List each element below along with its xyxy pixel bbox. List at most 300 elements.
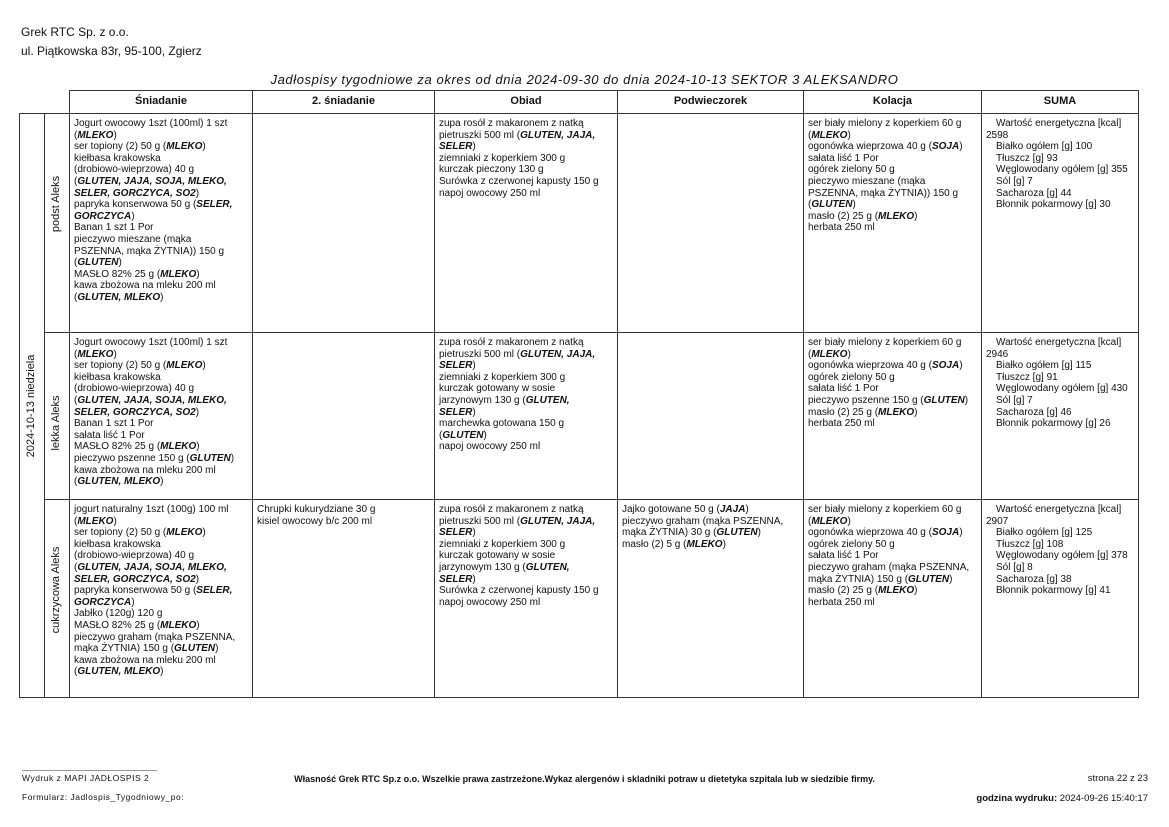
header-2-sniadanie: 2. śniadanie [253,91,435,114]
item-text: ( [74,129,78,141]
menu-line [439,118,613,130]
menu-line [439,550,613,562]
menu-line [439,130,613,142]
menu-line [439,337,613,349]
allergen-text: MLEKO [811,515,848,527]
menu-line [808,188,977,200]
item-text: Chrupki kukurydziane 30 g [257,504,376,515]
menu-line [74,608,248,620]
item-text: ) [202,141,206,153]
menu-line [808,130,977,142]
item-text: kiełbasa krakowska [74,371,161,383]
menu-line [808,407,977,419]
menu-line [74,211,248,223]
menu-line [808,141,977,153]
nutrition-line: Węglowodany ogółem [g] 355 [996,164,1128,176]
allergen-text: MLEKO [811,129,848,141]
item-text: jogurt naturalny 1szt (100g) 100 ml [74,504,229,515]
item-text: ) [196,441,200,453]
meal-cell-kolacja [804,114,982,333]
item-text: jarzynowym 130 g ( [439,561,526,573]
item-text: ( [74,666,78,678]
item-text: ) [949,573,953,585]
footer-print-time [976,793,1148,804]
item-text: ) [959,141,963,153]
diet-label: lekka Aleks [50,395,63,451]
menu-line [74,504,248,516]
allergen-text: SELER [439,141,473,153]
nutrition-line: Sól [g] 8 [996,561,1033,573]
company-name: Grek RTC Sp. z o.o. [21,25,129,39]
item-text: ) [202,360,206,372]
item-text: ser biały mielony z koperkiem 60 g [808,118,962,129]
menu-line [808,349,977,361]
item-text: pieczywo pszenne 150 g ( [808,394,924,406]
meal-cell-podwieczorek [618,114,804,333]
allergen-text: MLEKO [878,210,915,222]
menu-line [808,211,977,223]
menu-line [74,130,248,142]
menu-line [74,280,248,292]
item-text: zupa rosół z makaronem z natką [439,504,584,515]
item-text: kurczak pieczony 130 g [439,164,544,176]
menu-line [439,539,613,551]
item-text: ) [160,291,164,303]
diet-label: cukrzycowa Aleks [50,546,63,634]
menu-line [808,222,977,234]
item-text: napoj owocowy 250 ml [439,596,541,608]
menu-line [439,360,613,372]
menu-line [74,465,248,477]
item-text: napoj owocowy 250 ml [439,187,541,199]
nutrition-line: Wartość energetyczna [kcal] [996,337,1122,348]
item-text: herbata 250 ml [808,418,875,430]
item-text: kurczak gotowany w sosie [439,383,556,395]
menu-line [74,407,248,419]
menu-line [74,516,248,528]
menu-line [808,118,977,130]
menu-line [74,372,248,384]
item-text: Banan 1 szt 1 Por [74,418,154,430]
menu-line [74,574,248,586]
menu-line [439,176,613,188]
menu-line [74,562,248,574]
menu-line [439,597,613,609]
item-text: herbata 250 ml [808,222,875,234]
menu-line [808,516,977,528]
item-text: ) [745,504,749,515]
item-text: Surówka z czerwonej kapusty 150 g [439,585,599,597]
allergen-text: MLEKO [811,348,848,360]
menu-line [439,188,613,200]
menu-line [439,562,613,574]
menu-line [808,539,977,551]
nutrition-line: Białko ogółem [g] 100 [996,141,1093,153]
menu-line [74,118,248,130]
item-text: mąka ŻYTNIA) 30 g ( [622,527,717,539]
allergen-text: GLUTEN, [525,561,570,573]
allergen-text: MLEKO [160,268,197,280]
item-text: Surówka z czerwonej kapusty 150 g [439,175,599,187]
allergen-text: MLEKO [77,348,114,360]
item-text: ser topiony (2) 50 g ( [74,527,167,539]
item-text: ( [74,394,78,406]
menu-line [439,141,613,153]
menu-line [74,527,248,539]
item-text: kawa zbożowa na mleku 200 ml [74,464,216,476]
item-text: pieczywo mieszane (mąka [74,233,192,245]
item-text: mąka ŻYTNIA) 150 g ( [74,643,175,655]
menu-line [808,383,977,395]
menu-line [808,153,977,165]
allergen-text: MLEKO [166,141,203,153]
menu-line [257,504,430,516]
menu-line [74,234,248,246]
table-header-row [20,91,1139,114]
menu-line [74,597,248,609]
menu-line [439,164,613,176]
menu-line [439,153,613,165]
allergen-text: MLEKO [166,527,203,539]
allergen-text: GORCZYCA [74,210,132,222]
allergen-text: SELER [439,527,473,539]
allergen-text: GLUTEN [908,573,950,585]
item-text: ) [230,452,235,464]
allergen-text: JAJA [719,504,746,515]
item-text: ) [914,210,918,222]
nutrition-line: Sacharoza [g] 44 [996,187,1072,199]
item-text: ( [808,348,812,360]
item-text: pieczywo pszenne 150 g ( [74,452,190,464]
item-text: pietruszki 500 ml ( [439,515,521,527]
menu-line [74,188,248,200]
item-text: ) [196,619,200,631]
menu-line [74,453,248,465]
menu-line [74,199,248,211]
allergen-text: MLEKO [686,538,723,550]
menu-line [439,418,613,430]
menu-line [439,383,613,395]
nutrition-line: Błonnik pokarmowy [g] 26 [996,418,1111,430]
item-text: ) [472,406,476,418]
company-header [21,23,202,61]
item-text: masło (2) 25 g ( [808,406,879,418]
item-text: (drobiowo-wieprzowa) 40 g [74,550,195,562]
item-text: pietruszki 500 ml ( [439,348,521,360]
menu-line [439,574,613,586]
item-text: PSZENNA, mąka ŻYTNIA)) 150 g [74,245,225,257]
item-text: ) [959,360,963,372]
allergen-text: GLUTEN, MLEKO [77,666,161,678]
allergen-text: SOJA [931,360,960,372]
menu-line [74,666,248,678]
item-text: ( [439,429,443,441]
item-text: ( [74,175,78,187]
item-text: ogonówka wieprzowa 40 g ( [808,360,932,372]
item-text: ( [74,348,78,360]
menu-line [74,632,248,644]
footer-ownership-note: Własność Grek RTC Sp.z o.o. Wszelkie prawa zastrzeżone.Wykaz alergenów i skladniki potraw u dietetyka szpitala lub w siedzibie firmy. [294,774,875,784]
item-text: zupa rosół z makaronem z natką [439,337,584,348]
menu-line [808,395,977,407]
menu-line [74,337,248,349]
allergen-text: GLUTEN, JAJA, SOJA, MLEKO, [77,175,227,187]
menu-line [74,269,248,281]
nutrition-line: Wartość energetyczna [kcal] [996,504,1122,515]
item-text: marchewka gotowana 150 g [439,418,565,430]
meal-cell-obiad [435,114,618,333]
allergen-text: GLUTEN, JAJA, SOJA, MLEKO, [77,394,227,406]
meal-cell-sniadanie [70,333,253,500]
menu-line [808,164,977,176]
item-text: ) [847,129,851,141]
item-text: ) [195,573,200,585]
nutrition-line: Sacharoza [g] 46 [996,406,1072,418]
menu-line [74,257,248,269]
footer-form-name: Formularz: Jadlospis_Tygodniowy_po: [22,792,185,802]
company-address: ul. Piątkowska 83r, 95-100, Zgierz [21,44,202,58]
item-text: ziemniaki z koperkiem 300 g [439,538,566,550]
nutrition-line: Tłuszcz [g] 91 [996,371,1058,383]
allergen-text: GORCZYCA [74,596,132,608]
item-text: ser topiony (2) 50 g ( [74,360,167,372]
allergen-text: GLUTEN, JAJA, SOJA, MLEKO, [77,561,227,573]
header-kolacja: Kolacja [804,91,982,114]
item-text: pieczywo graham (mąka PSZENNA, [74,631,236,643]
day-cell [20,114,45,698]
menu-line [808,562,977,574]
menu-line [74,550,248,562]
item-text: ) [852,199,856,211]
diet-row [20,114,1139,333]
item-text: ) [113,348,117,360]
suma-cell [982,500,1139,698]
menu-line [74,164,248,176]
item-text: ) [964,394,969,406]
item-text: ( [808,129,812,141]
nutrition-line: Sól [g] 7 [996,394,1033,406]
item-text: ) [195,187,200,199]
menu-line [74,620,248,632]
menu-line [439,504,613,516]
menu-line [74,246,248,258]
item-text: ) [959,527,963,539]
item-text: ser topiony (2) 50 g ( [74,141,167,153]
item-text: sałata liść 1 Por [808,152,879,164]
item-text: ) [113,129,117,141]
item-text: MASŁO 82% 25 g ( [74,441,161,453]
menu-line [439,430,613,442]
allergen-text: SELER [439,573,473,585]
allergen-text: SOJA [931,527,960,539]
item-text: MASŁO 82% 25 g ( [74,619,161,631]
menu-line [74,441,248,453]
meal-plan-table [19,90,1139,698]
menu-line [74,643,248,655]
allergen-text: MLEKO [878,406,915,418]
item-text: ziemniaki z koperkiem 300 g [439,371,566,383]
menu-line [808,527,977,539]
allergen-text: MLEKO [160,619,197,631]
allergen-text: SELER [439,406,473,418]
item-text: ) [472,573,476,585]
nutrition-line: Sól [g] 7 [996,175,1033,187]
item-text: ser biały mielony z koperkiem 60 g [808,337,962,348]
meal-cell-sniadanie [70,500,253,698]
item-text: sałata liść 1 Por [808,383,879,395]
suma-cell [982,333,1139,500]
allergen-text: GLUTEN, JAJA, [520,348,596,360]
item-text: zupa rosół z makaronem z natką [439,118,584,129]
menu-line [808,337,977,349]
menu-line [74,585,248,597]
item-text: kawa zbożowa na mleku 200 ml [74,654,216,666]
item-text: sałata liść 1 Por [808,550,879,562]
allergen-text: SELER, [196,585,233,597]
menu-line [439,527,613,539]
nutrition-line: Błonnik pokarmowy [g] 41 [996,585,1111,597]
diet-row [20,333,1139,500]
menu-line [622,539,799,551]
item-text: ) [472,360,476,372]
item-text: Jajko gotowane 50 g ( [622,504,720,515]
menu-line [808,597,977,609]
suma-cell [982,114,1139,333]
menu-line [74,349,248,361]
item-text: kurczak gotowany w sosie [439,550,556,562]
menu-line [439,516,613,528]
item-text: ) [195,406,200,418]
allergen-text: GLUTEN, [525,394,570,406]
nutrition-line: 2907 [986,515,1009,527]
menu-line [74,430,248,442]
header-podwieczorek: Podwieczorek [618,91,804,114]
nutrition-line: Tłuszcz [g] 108 [996,538,1064,550]
item-text: masło (2) 5 g ( [622,538,687,550]
menu-line [622,504,799,516]
menu-line [439,349,613,361]
item-text: ) [131,210,135,222]
menu-line [439,395,613,407]
item-text: ( [74,291,78,303]
footer-divider [22,770,157,771]
header-sniadanie: Śniadanie [70,91,253,114]
menu-line [439,585,613,597]
item-text: ( [74,257,78,269]
allergen-text: MLEKO [77,129,114,141]
allergen-text: SOJA [931,141,960,153]
meal-cell-2-sniadanie [253,114,435,333]
menu-line [257,516,430,528]
item-text: ( [74,561,78,573]
diet-label: podst Aleks [50,175,63,233]
header-suma: SUMA [982,91,1139,114]
menu-line [808,574,977,586]
item-text: ) [113,515,117,527]
allergen-text: GLUTEN [189,452,231,464]
item-text: ogórek zielony 50 g [808,538,895,550]
menu-line [74,153,248,165]
menu-line [808,504,977,516]
allergen-text: MLEKO [77,515,114,527]
item-text: herbata 250 ml [808,596,875,608]
menu-line [74,292,248,304]
menu-line [622,527,799,539]
item-text: kawa zbożowa na mleku 200 ml [74,280,216,292]
nutrition-line: Węglowodany ogółem [g] 378 [996,550,1128,562]
menu-line [808,550,977,562]
item-text: napoj owocowy 250 ml [439,441,541,453]
diet-cell [45,500,70,698]
allergen-text: SELER, [196,199,233,211]
item-text: ) [202,527,206,539]
item-text: ogórek zielony 50 g [808,371,895,383]
allergen-text: GLUTEN, MLEKO [77,476,161,488]
diet-cell [45,333,70,500]
item-text: masło (2) 25 g ( [808,585,879,597]
item-text: Banan 1 szt 1 Por [74,222,154,234]
meal-cell-kolacja [804,500,982,698]
item-text: kisiel owocowy b/c 200 ml [257,515,373,527]
menu-line [808,199,977,211]
item-text: sałata liść 1 Por [74,429,145,441]
item-text: ) [914,585,918,597]
item-text: ser biały mielony z koperkiem 60 g [808,504,962,515]
diet-row [20,500,1139,698]
menu-line [808,360,977,372]
nutrition-line: Białko ogółem [g] 115 [996,360,1092,372]
item-text: ) [118,257,122,269]
allergen-text: GLUTEN, MLEKO [77,291,161,303]
item-text: masło (2) 25 g ( [808,210,879,222]
allergen-text: MLEKO [878,585,915,597]
nutrition-line: Sacharoza [g] 38 [996,573,1072,585]
meal-cell-podwieczorek [618,500,804,698]
allergen-text: SELER, GORCZYCA, SO2 [74,187,196,199]
diet-cell [45,114,70,333]
nutrition-line: Wartość energetyczna [kcal] [996,118,1122,129]
menu-line [808,372,977,384]
item-text: pieczywo graham (mąka PSZENNA, [622,515,784,527]
meal-cell-2-sniadanie [253,333,435,500]
menu-line [74,476,248,488]
item-text: ) [722,538,726,550]
item-text: pieczywo mieszane (mąka [808,175,926,187]
item-text: ogonówka wieprzowa 40 g ( [808,527,932,539]
menu-line [439,407,613,419]
item-text: ogórek zielony 50 g [808,164,895,176]
footer-print-source: Wydruk z MAPI JADŁOSPIS 2 [22,773,150,783]
meal-cell-kolacja [804,333,982,500]
item-text: (drobiowo-wieprzowa) 40 g [74,383,195,395]
item-text: ) [215,643,219,655]
item-text: ( [74,476,78,488]
meal-cell-podwieczorek [618,333,804,500]
menu-line [439,441,613,453]
allergen-text: SELER [439,360,473,372]
item-text: ( [808,199,812,211]
meal-cell-sniadanie [70,114,253,333]
item-text: ) [131,596,135,608]
item-text: Jogurt owocowy 1szt (100ml) 1 szt [74,118,228,129]
menu-line [74,176,248,188]
allergen-text: GLUTEN [77,257,119,269]
menu-line [808,418,977,430]
print-time-label: godzina wydruku: [976,793,1058,804]
item-text: mąka ŻYTNIA) 150 g ( [808,573,909,585]
allergen-text: MLEKO [166,360,203,372]
allergen-text: GLUTEN [923,394,965,406]
